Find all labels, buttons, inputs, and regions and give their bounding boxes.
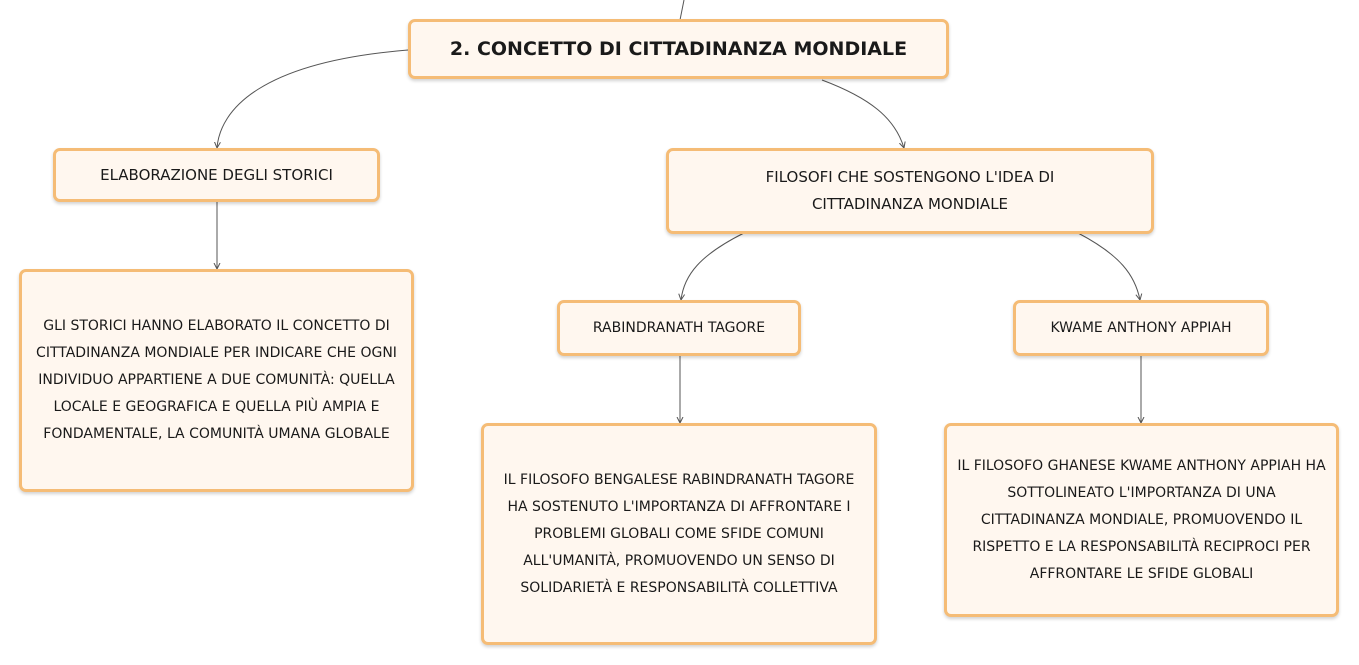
connector-philosophers-to-tagore xyxy=(681,233,744,300)
connector-philosophers-to-appiah xyxy=(1078,233,1140,300)
connector-root-to-historians xyxy=(217,50,408,148)
appiah-detail-node[interactable] xyxy=(944,423,1339,617)
tagore-label: RABINDRANATH TAGORE xyxy=(592,319,766,336)
appiah-label: KWAME ANTHONY APPIAH xyxy=(1050,319,1232,336)
philosophers-node[interactable] xyxy=(666,148,1154,234)
connector-parent-to-root xyxy=(680,0,684,20)
historians-label: ELABORAZIONE DEGLI STORICI xyxy=(100,165,333,184)
philosophers-label: FILOSOFI CHE SOSTENGONO L'IDEA DI CITTADINANZA MONDIALE xyxy=(765,168,1055,213)
tagore-detail-text: IL FILOSOFO BENGALESE RABINDRANATH TAGORE HA SOSTENUTO L'IMPORTANZA DI AFFRONTARE I PROBLEMI GLOBALI COME SFIDE COMUNI ALL'UMANITÀ, PROMUOVENDO UN SENSO DI SOLIDARIETÀ E RESPONSABILITÀ COLLETTIVA xyxy=(503,471,855,596)
appiah-detail-text: IL FILOSOFO GHANESE KWAME ANTHONY APPIAH HA SOTTOLINEATO L'IMPORTANZA DI UNA CITTADINANZA MONDIALE, PROMUOVENDO IL RISPETTO E LA RESPONSABILITÀ RECIPROCI PER AFFRONTARE LE SFIDE GLOBALI xyxy=(957,457,1326,582)
connector-root-to-philosophers xyxy=(822,80,904,148)
root-topic-node[interactable] xyxy=(408,19,949,79)
historians-detail-text: GLI STORICI HANNO ELABORATO IL CONCETTO DI CITTADINANZA MONDIALE PER INDICARE CHE OGNI INDIVIDUO APPARTIENE A DUE COMUNITÀ: QUELLA LOCALE E GEOGRAFICA E QUELLA PIÙ AMPIA E FONDAMENTALE, LA COMUNITÀ UMANA GLOBALE xyxy=(36,318,397,442)
appiah-node[interactable] xyxy=(1013,300,1269,356)
historians-node[interactable] xyxy=(53,148,380,202)
historians-detail-node[interactable] xyxy=(19,269,414,492)
root-topic-label: 2. CONCETTO DI CITTADINANZA MONDIALE xyxy=(449,37,908,60)
tagore-detail-node[interactable] xyxy=(481,423,877,645)
tagore-node[interactable] xyxy=(557,300,801,356)
